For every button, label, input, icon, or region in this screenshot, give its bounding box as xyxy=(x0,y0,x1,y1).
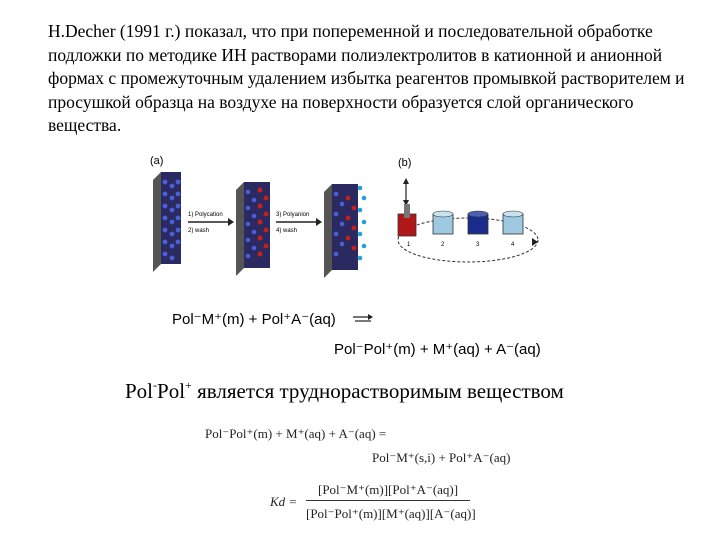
beaker-1 xyxy=(398,204,416,236)
fraction-bar xyxy=(306,500,470,501)
beaker-label-4: 4 xyxy=(511,242,515,248)
statement-pol-2: Pol xyxy=(157,379,186,403)
figure-label-b: (b) xyxy=(398,157,412,169)
statement-sup-minus: - xyxy=(153,378,158,392)
equation1-left xyxy=(172,310,336,328)
dipping-cycle-diagram xyxy=(398,178,538,262)
beaker-2 xyxy=(433,211,453,234)
step2-label: 2) wash xyxy=(188,228,210,234)
statement-pol-1: Pol xyxy=(125,379,154,403)
equation2-line1: Pol⁻Pol⁺(m) + M⁺(aq) + A⁻(aq) = xyxy=(205,426,387,441)
step-arrow-2 xyxy=(276,212,322,234)
step1-label: 1) Polycation xyxy=(188,212,223,218)
step4-label: 4) wash xyxy=(276,228,298,234)
substrate-bare xyxy=(153,172,181,272)
lbl-deposition-figure xyxy=(148,152,558,284)
step3-label: 3) Polyanion xyxy=(276,212,310,218)
equation1-right xyxy=(334,340,541,358)
beaker-4 xyxy=(503,211,523,234)
statement-rest: является труднорастворимым веществом xyxy=(191,379,564,403)
kd-numerator: [Pol⁻M⁺(m)][Pol⁺A⁻(aq)] xyxy=(318,482,459,497)
intro-paragraph: Н.Decher (1991 г.) показал, что при попеременной и последовательной обработке подложки по методике ИН растворами полиэлектролитов в катионной и анионной формах с промежуточным удалением избытка реагентов промывкой растворителем и просушкой образца на воздухе на поверхности образуется слой органического вещества. xyxy=(48,21,685,135)
figure-label-a: (a) xyxy=(150,155,164,167)
step-arrow-1 xyxy=(188,212,234,234)
kd-symbol: Kd = xyxy=(270,494,298,509)
beaker-label-1: 1 xyxy=(407,242,411,248)
equation2-line2: Pol⁻M⁺(s,i) + Pol⁺A⁻(aq) xyxy=(372,450,511,465)
substrate-polycation xyxy=(236,182,270,276)
beaker-label-3: 3 xyxy=(476,242,480,248)
statement-sup-plus: + xyxy=(185,378,192,392)
statement xyxy=(125,378,564,404)
equilibrium-arrow-icon xyxy=(352,314,374,324)
substrate-polyanion xyxy=(324,184,366,278)
equation1-right-text: Pol⁻Pol⁺(m) + M⁺(aq) + A⁻(aq) xyxy=(334,341,541,358)
beaker-label-2: 2 xyxy=(441,242,445,248)
beaker-3 xyxy=(468,211,488,234)
equation1-left-text: Pol⁻M⁺(m) + Pol⁺A⁻(aq) xyxy=(172,311,336,328)
kd-denominator: [Pol⁻Pol⁺(m)][M⁺(aq)][A⁻(aq)] xyxy=(306,506,476,521)
